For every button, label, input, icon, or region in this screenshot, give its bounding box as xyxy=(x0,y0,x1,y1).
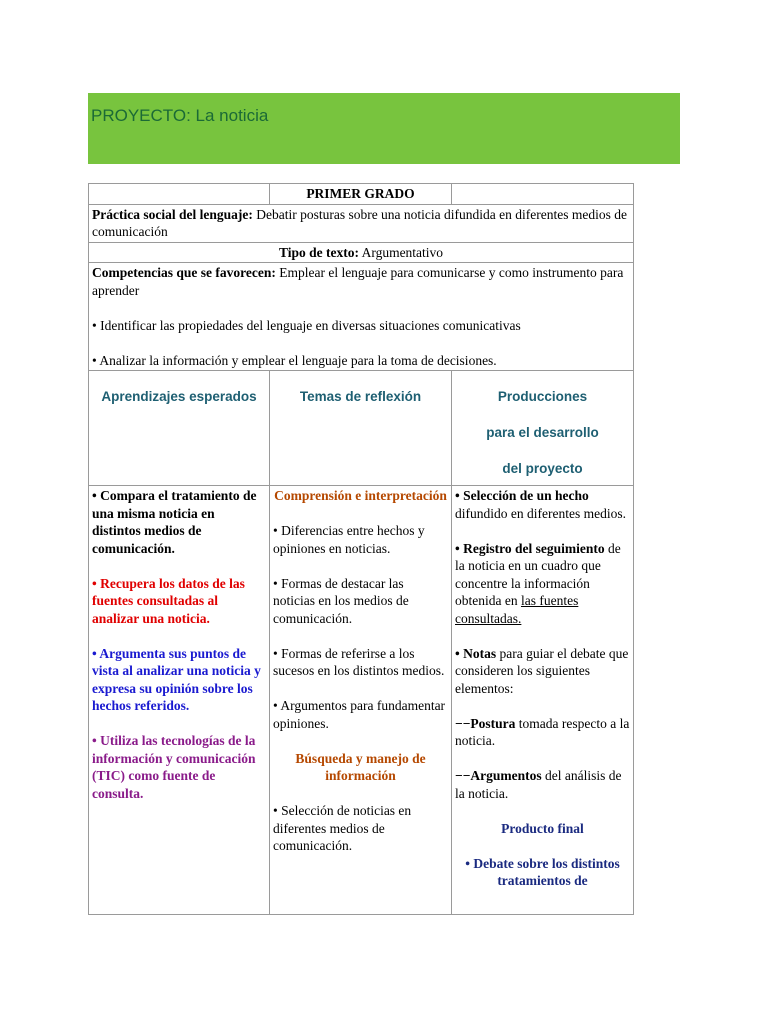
temas-column xyxy=(270,486,452,915)
produccion-item: • Notas para guiar el debate que consideren los siguientes elementos: xyxy=(455,645,629,696)
producto-final-heading: Producto final xyxy=(501,820,584,836)
practica-row xyxy=(89,204,634,242)
tipo-cell xyxy=(89,242,634,263)
project-title: PROYECTO: La noticia xyxy=(91,106,269,125)
headers-row xyxy=(89,371,634,486)
tipo-label: Tipo de texto: xyxy=(278,244,359,260)
competencias-row xyxy=(89,263,634,371)
aprendizaje-item: • Argumenta sus puntos de vista al analizar una noticia y expresa su opinión sobre los hechos referidos. xyxy=(92,645,261,713)
practica-cell xyxy=(89,204,634,242)
produccion-item: −−Argumentos del análisis de la noticia. xyxy=(455,768,622,801)
competencias-text: Emplear el lenguaje para comunicarse y como instrumento para aprender xyxy=(92,265,624,298)
competencia-item: • Identificar las propiedades del lenguaje en diversas situaciones comunicativas xyxy=(92,317,521,333)
temas-heading: Búsqueda y manejo de información xyxy=(295,750,426,783)
header-aprendizajes: Aprendizajes esperados xyxy=(89,371,270,486)
grade-empty-cell xyxy=(89,184,270,205)
aprendizaje-item: • Compara el tratamiento de una misma noticia en distintos medios de comunicación. xyxy=(92,488,257,556)
practica-label: Práctica social del lenguaje: xyxy=(92,206,253,222)
producciones-column xyxy=(452,486,634,915)
aprendizajes-column xyxy=(89,486,270,915)
project-banner xyxy=(88,93,680,164)
tema-item: • Formas de destacar las noticias en los medios de comunicación. xyxy=(273,575,409,626)
grade-empty-cell xyxy=(452,184,634,205)
tema-item: • Formas de referirse a los sucesos en los distintos medios. xyxy=(273,645,445,678)
grade-row xyxy=(89,184,634,205)
tema-item: • Selección de noticias en diferentes medios de comunicación. xyxy=(273,803,412,853)
practica-text: Debatir posturas sobre una noticia difundida en diferentes medios de comunicación xyxy=(92,206,627,239)
planning-table xyxy=(88,183,634,915)
tipo-row xyxy=(89,242,634,263)
produccion-item: • Selección de un hecho difundido en diferentes medios. xyxy=(455,488,626,521)
tema-item: • Diferencias entre hechos y opiniones en noticias. xyxy=(273,523,425,556)
temas-heading: Comprensión e interpretación xyxy=(274,488,447,503)
competencia-item: • Analizar la información y emplear el lenguaje para la toma de decisiones. xyxy=(92,352,497,368)
grade-title: PRIMER GRADO xyxy=(270,184,452,205)
aprendizaje-item: • Recupera los datos de las fuentes consultadas al analizar una noticia. xyxy=(92,575,245,626)
tipo-text: Argumentativo xyxy=(358,244,444,260)
producto-final-item: • Debate sobre los distintos tratamientos de xyxy=(465,855,620,888)
competencias-cell xyxy=(89,263,634,371)
header-temas: Temas de reflexión xyxy=(270,371,452,486)
tema-item: • Argumentos para fundamentar opiniones. xyxy=(273,698,446,731)
header-producciones: Producciones para el desarrollo del proyecto xyxy=(452,371,634,486)
competencias-label: Competencias que se favorecen: xyxy=(92,265,276,280)
content-row xyxy=(89,486,634,915)
produccion-item: −−Postura tomada respecto a la noticia. xyxy=(455,715,630,748)
aprendizaje-item: • Utiliza las tecnologías de la información y comunicación (TIC) como fuente de consulta. xyxy=(92,733,256,801)
produccion-item: • Registro del seguimiento de la noticia en un cuadro que concentre la información obtenida en las fuentes consultadas. xyxy=(455,540,621,626)
